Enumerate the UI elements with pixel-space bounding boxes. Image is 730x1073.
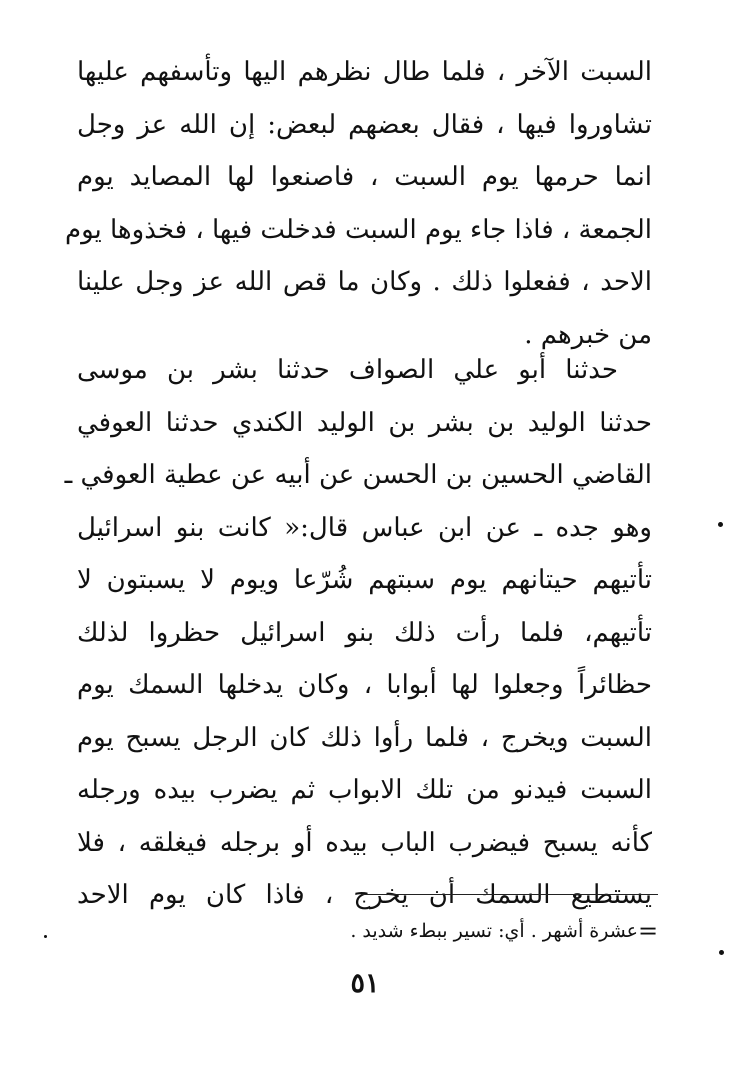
text-line: السبت الآخر ، فلما طال نظرهم اليها وتأسفهم عليها [77, 57, 652, 87]
text-line: وهو جده ـ عن ابن عباس قال:« كانت بنو اسرائيل [77, 512, 652, 543]
footnote-separator [362, 894, 658, 895]
text-line: يستطيع السمك أن يخرج ، فاذا كان يوم الاحد [77, 880, 652, 910]
footnote-marker: = [638, 917, 659, 945]
text-line: القاضي الحسين بن الحسن عن أبيه عن عطية العوفي ـ [64, 460, 652, 490]
text-line: حدثنا أبو علي الصواف حدثنا بشر بن موسى [77, 355, 618, 385]
text-line: الجمعة ، فاذا جاء يوم السبت فدخلت فيها ، فخذوها يوم [64, 214, 652, 245]
paragraph-1 [64, 46, 652, 361]
scan-speck [718, 522, 723, 527]
text-line: تأتيهم حيتانهم يوم سبتهم شُرّعا ويوم لا يسبتون لا [77, 565, 652, 595]
text-line: تشاوروا فيها ، فقال بعضهم لبعض: إن الله عز وجل [77, 109, 652, 140]
scan-speck [719, 950, 724, 955]
footnote-text: عشرة أشهر . أي: تسير ببطء شديد . [350, 920, 638, 942]
text-line: الاحد ، ففعلوا ذلك . وكان ما قص الله عز وجل علينا [77, 267, 652, 297]
paragraph-2 [64, 344, 652, 922]
text-line: حظائراً وجعلوا لها أبوابا ، وكان يدخلها السمك يوم [77, 670, 652, 700]
scan-speck [44, 935, 47, 938]
text-line: من خبرهم . [524, 319, 652, 350]
text-line: حدثنا الوليد بن بشر بن الوليد الكندي حدثنا العوفي [77, 407, 652, 438]
text-line: كأنه يسبح فيضرب الباب بيده أو برجله فيغلقه ، فلا [77, 827, 652, 858]
text-line: تأتيهم، فلما رأت ذلك بنو اسرائيل حظروا لذلك [77, 617, 652, 648]
text-line: انما حرمها يوم السبت ، فاصنعوا لها المصايد يوم [77, 162, 652, 192]
page-number: ٥١ [350, 968, 380, 999]
text-line: السبت فيدنو من تلك الابواب ثم يضرب بيده ورجله [77, 775, 652, 805]
text-line: السبت ويخرج ، فلما رأوا ذلك كان الرجل يسبح يوم [77, 722, 652, 753]
